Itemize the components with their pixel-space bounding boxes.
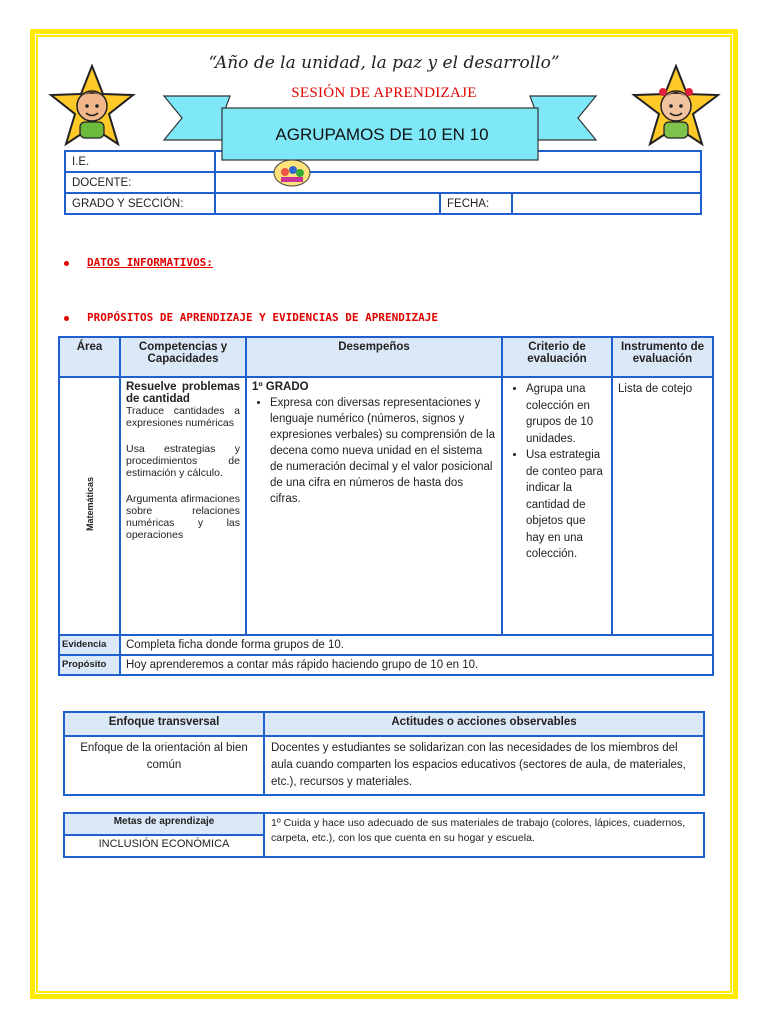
header-desempenos: Desempeños [246, 337, 502, 377]
competencias-table [58, 336, 714, 676]
proposito-text: Hoy aprenderemos a contar más rápido haciendo grupo de 10 en 10. [120, 655, 713, 675]
metas-sub: INCLUSIÓN ECONÓMICA [64, 835, 264, 857]
metas-table [63, 812, 705, 858]
grado-label: GRADO Y SECCIÓN: [65, 193, 215, 214]
desempeno-item: • Expresa con diversas representaciones y lenguaje numérico (números, signos y expresiones verbales) su comprensión de la decena como nueva unidad en el sistema de numeración decimal y el valor posicional de una cifra en números de hasta dos cifras. [270, 395, 496, 507]
capacidad-2: Usa estrategias y procedimientos de estimación y cálculo. [126, 443, 240, 479]
evidencia-label: Evidencia [59, 635, 120, 655]
fecha-label: FECHA: [440, 193, 512, 214]
motto: “Año de la unidad, la paz y el desarrollo” [208, 53, 560, 73]
metas-text: 1º Cuida y hace uso adecuado de sus materiales de trabajo (colores, lápices, cuadernos, carpeta, etc.), con los que cuenta en su hogar y escuela. [264, 813, 704, 857]
session-title: SESIÓN DE APRENDIZAJE [291, 85, 477, 101]
section-propositos: PROPÓSITOS DE APRENDIZAJE Y EVIDENCIAS DE APRENDIZAJE [64, 311, 438, 324]
desempeno-cell [246, 377, 502, 635]
star-left-icon [48, 64, 136, 150]
section-datos: DATOS INFORMATIVOS: [64, 256, 213, 269]
actitudes-header: Actitudes o acciones observables [264, 712, 704, 736]
criterio-cell [502, 377, 612, 635]
grado-title: 1º GRADO [252, 381, 309, 393]
instrumento-cell: Lista de cotejo [612, 377, 713, 635]
enfoque-table [63, 711, 705, 796]
area-cell [59, 377, 120, 635]
area-label: Matemáticas [84, 477, 95, 532]
docente-label: DOCENTE: [65, 172, 215, 193]
banner-title: AGRUPAMOS DE 10 EN 10 [275, 125, 489, 144]
header-criterio: Criterio de evaluación [502, 337, 612, 377]
bullet-icon [64, 316, 69, 321]
evidencia-text: Completa ficha donde forma grupos de 10. [120, 635, 713, 655]
enfoque-text: Enfoque de la orientación al bien común [64, 736, 264, 795]
competencia-cell [120, 377, 246, 635]
actitudes-text: Docentes y estudiantes se solidarizan con las necesidades de los miembros del aula cuando comparten los espacios educativos (sectores de aula, de materiales, etc.), recursos y materiales. [264, 736, 704, 795]
capacidad-3: Argumenta afirmaciones sobre relaciones numéricas y las operaciones [126, 493, 240, 541]
capacidad-1: Traduce cantidades a expresiones numéricas [126, 405, 240, 429]
ie-label: I.E. [65, 151, 215, 172]
school-logo-icon [273, 158, 311, 188]
enfoque-header: Enfoque transversal [64, 712, 264, 736]
header-competencias: Competencias y Capacidades [120, 337, 246, 377]
competencia-title: Resuelve problemas de cantidad [126, 381, 240, 405]
header-instrumento: Instrumento de evaluación [612, 337, 713, 377]
criterio-item-2: • Usa estrategia de conteo para indicar la cantidad de objetos que hay en una colección. [526, 447, 606, 563]
proposito-label: Propósito [59, 655, 120, 675]
grado-field[interactable] [215, 193, 440, 214]
metas-label: Metas de aprendizaje [64, 813, 264, 835]
criterio-item-1: • Agrupa una colección en grupos de 10 unidades. [526, 381, 606, 447]
star-right-icon [630, 64, 722, 150]
bullet-icon [64, 261, 69, 266]
fecha-field[interactable] [512, 193, 701, 214]
header-area: Área [59, 337, 120, 377]
